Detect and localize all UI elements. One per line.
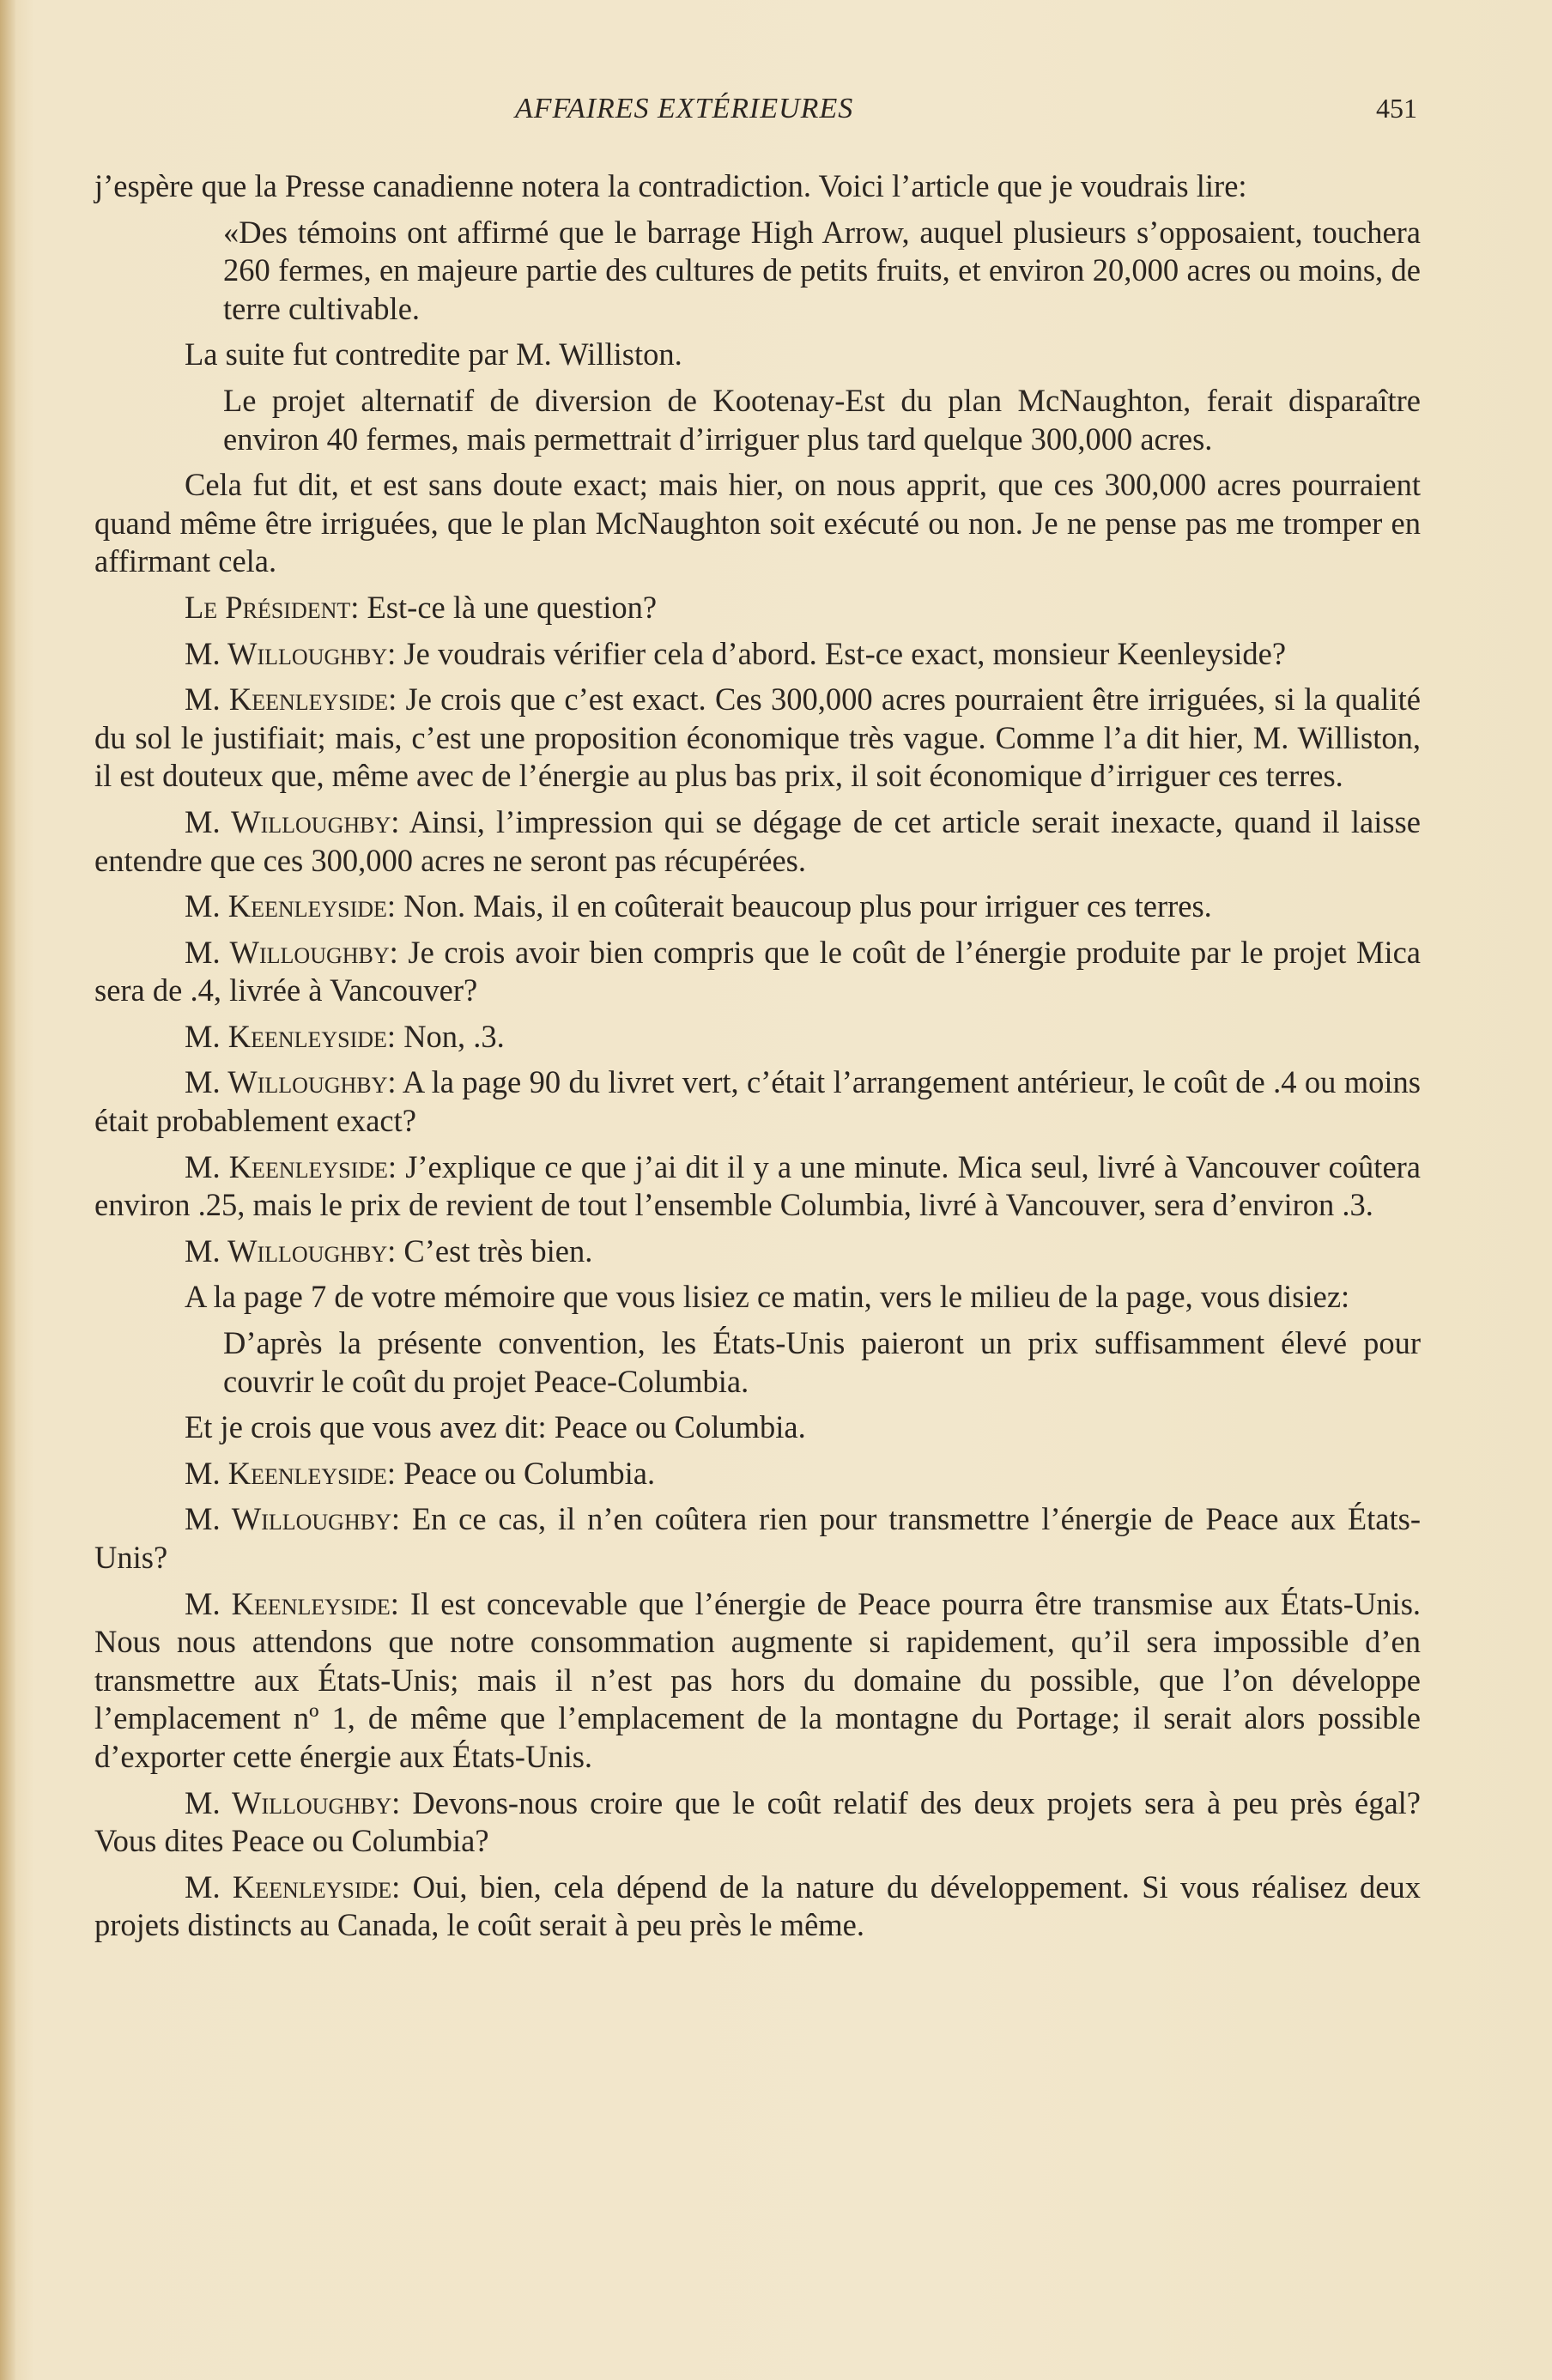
- block-quote: «Des témoins ont affirmé que le barrage High Arrow, auquel plusieurs s’opposaient, touchera 260 fermes, en majeure partie des cultures de petits fruits, et environ 20,000 acres ou moins, de terre cultivable.: [223, 214, 1421, 326]
- speaker: Le Président:: [185, 589, 360, 625]
- speaker: M. Keenleyside:: [185, 1455, 397, 1491]
- speaker: M. Keenleyside:: [185, 1148, 397, 1184]
- block-quote: D’après la présente convention, les États-Unis paieront un prix suffisamment élevé pour couvrir le coût du projet Peace-Columbia.: [223, 1325, 1421, 1399]
- speech-paragraph: M. Willoughby: Je voudrais vérifier cela d’abord. Est-ce exact, monsieur Keenleyside?: [185, 635, 1287, 671]
- speaker: M. Keenleyside:: [185, 681, 397, 718]
- speech-paragraph: Le Président: Est-ce là une question?: [185, 589, 658, 625]
- speech-paragraph: M. Willoughby: Je crois avoir bien compris que le coût de l’énergie produite par le projet Mica sera de .4, livrée à Vancouver?: [94, 934, 1421, 1008]
- page-spine-shadow: [0, 0, 15, 2380]
- page-body: [94, 167, 1421, 1953]
- paragraph: j’espère que la Presse canadienne notera la contradiction. Voici l’article que je voudrais lire:: [94, 168, 1247, 203]
- paragraph: A la page 7 de votre mémoire que vous lisiez ce matin, vers le milieu de la page, vous disiez:: [185, 1279, 1350, 1315]
- speech-paragraph: M. Keenleyside: Non. Mais, il en coûterait beaucoup plus pour irriguer ces terres.: [185, 888, 1212, 924]
- block-quote: Le projet alternatif de diversion de Kootenay-Est du plan McNaughton, ferait disparaître environ 40 fermes, mais permettrait d’irriguer plus tard quelque 300,000 acres.: [223, 382, 1421, 457]
- speech-paragraph: M. Keenleyside: J’explique ce que j’ai dit il y a une minute. Mica seul, livré à Vancouver coûtera environ .25, mais le prix de revient de tout l’ensemble Columbia, livré à Vancouver, sera d’environ .3.: [94, 1148, 1422, 1223]
- speech-paragraph: M. Keenleyside: Je crois que c’est exact. Ces 300,000 acres pourraient être irriguées, si la qualité du sol le justifiait; mais, c’est une proposition économique très vague. Comme l’a dit hier, M. Williston, il est douteux que, même avec de l’énergie au plus bas prix, il soit économique d’irriguer ces terres.: [94, 681, 1422, 794]
- speech-paragraph: M. Willoughby: En ce cas, il n’en coûtera rien pour transmettre l’énergie de Peace aux États-Unis?: [94, 1501, 1421, 1575]
- speaker: M. Willoughby:: [185, 1064, 397, 1100]
- block-quote: La suite fut contredite par M. Williston.: [185, 336, 682, 372]
- speech-paragraph: M. Keenleyside: Oui, bien, cela dépend de la nature du développement. Si vous réalisez deux projets distincts au Canada, le coût serait à peu près le même.: [94, 1868, 1422, 1943]
- speaker: M. Willoughby:: [185, 1501, 400, 1537]
- speaker: M. Keenleyside:: [185, 888, 397, 924]
- speaker: M. Willoughby:: [185, 635, 397, 671]
- speaker: M. Willoughby:: [185, 803, 400, 839]
- speaker: M. Willoughby:: [185, 1232, 397, 1269]
- paragraph: Cela fut dit, et est sans doute exact; mais hier, on nous apprit, que ces 300,000 acres pourraient quand même être irriguées, que le plan McNaughton soit exécuté ou non. Je ne pense pas me tromper en affirmant cela.: [94, 467, 1421, 579]
- speaker: M. Keenleyside:: [185, 1585, 399, 1621]
- speech-paragraph: M. Willoughby: C’est très bien.: [185, 1232, 593, 1269]
- speaker: M. Keenleyside:: [185, 1868, 401, 1905]
- speech-paragraph: M. Keenleyside: Peace ou Columbia.: [185, 1455, 656, 1491]
- paragraph: Et je crois que vous avez dit: Peace ou Columbia.: [185, 1409, 806, 1445]
- speaker: M. Keenleyside:: [185, 1018, 397, 1054]
- page-header: [0, 93, 1552, 136]
- speaker: M. Willoughby:: [185, 934, 398, 970]
- speech-paragraph: M. Willoughby: Devons-nous croire que le coût relatif des deux projets sera à peu près égal? Vous dites Peace ou Columbia?: [94, 1784, 1422, 1859]
- speech-paragraph: M. Keenleyside: Il est concevable que l’énergie de Peace pourra être transmise aux États-Unis. Nous nous attendons que notre consommation augmente si rapidement, qu’il sera impossible d’en transmettre aux États-Unis; mais il n’est pas hors du domaine du possible, que l’on développe l’emplacement nº 1, de même que l’emplacement de la montagne du Portage; il serait alors possible d’exporter cette énergie aux États-Unis.: [94, 1585, 1422, 1774]
- speech-paragraph: M. Willoughby: Ainsi, l’impression qui se dégage de cet article serait inexacte, quand il laisse entendre que ces 300,000 acres ne seront pas récupérées.: [94, 803, 1421, 878]
- speech-paragraph: M. Keenleyside: Non, .3.: [185, 1018, 505, 1054]
- page-number: 451: [1376, 93, 1417, 124]
- speaker: M. Willoughby:: [185, 1784, 401, 1820]
- speech-paragraph: M. Willoughby: A la page 90 du livret vert, c’était l’arrangement antérieur, le coût de .4 ou moins était probablement exact?: [94, 1064, 1421, 1139]
- running-title: AFFAIRES EXTÉRIEURES: [515, 93, 854, 124]
